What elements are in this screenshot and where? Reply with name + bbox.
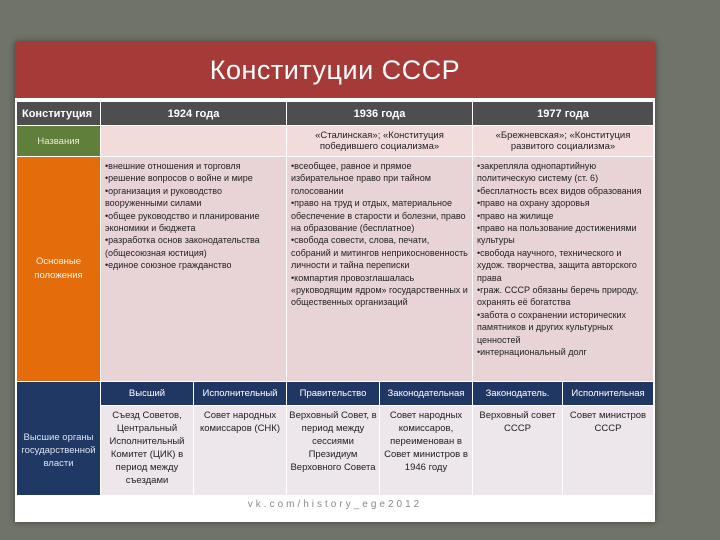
provision-item: • компартия провозглашалась «руководящим ядром» государственных и общественных организаций bbox=[291, 272, 468, 309]
organs-1924-executive: Совет народных комиссаров (СНК) bbox=[194, 406, 287, 496]
slide bbox=[15, 42, 655, 522]
provision-item: • разработка основ законодательства (общесоюзная юстиция) bbox=[105, 234, 282, 259]
provision-item: • организация и руководство вооруженными силами bbox=[105, 185, 282, 210]
provisions-row bbox=[17, 157, 653, 382]
organs-1936-legislative: Совет народных комиссаров, переименован в Совет министров в 1946 году bbox=[380, 406, 473, 496]
organs-1977-legislative: Верховный совет СССР bbox=[473, 406, 563, 496]
header-constitution: Конституция bbox=[17, 102, 101, 126]
provision-item: • единое союзное гражданство bbox=[105, 259, 282, 271]
organs-subheader-spacer bbox=[17, 382, 101, 406]
constitutions-table bbox=[17, 102, 653, 496]
provision-item: • право на охрану здоровья bbox=[477, 197, 649, 209]
names-1924 bbox=[101, 126, 287, 157]
provisions-1924-list bbox=[105, 160, 282, 272]
provision-item: • закрепляла однопартийную политическую систему (ст. 6) bbox=[477, 160, 649, 185]
provisions-label: Основные положения bbox=[17, 157, 101, 382]
subheader-government: Правительство bbox=[287, 382, 380, 406]
provision-item: • право на жилище bbox=[477, 210, 649, 222]
provision-item: • решение вопросов о войне и мире bbox=[105, 172, 282, 184]
subheader-executive-1977: Исполнительная bbox=[563, 382, 653, 406]
organs-1936-government: Верховный Совет, в период между сессиями Президиум Верховного Совета bbox=[287, 406, 380, 496]
provisions-1936-list bbox=[291, 160, 468, 309]
names-1977: «Брежневская»; «Конституция развитого социализма» bbox=[473, 126, 653, 157]
organs-label: Высшие органы государственной власти bbox=[17, 406, 101, 496]
provision-item: • граж. СССР обязаны беречь природу, охранять её богатства bbox=[477, 284, 649, 309]
provision-item: • право на пользование достижениями культуры bbox=[477, 222, 649, 247]
provisions-1936 bbox=[287, 157, 473, 382]
names-1936: «Сталинская»; «Конституция победившего социализма» bbox=[287, 126, 473, 157]
provision-item: • всеобщее, равное и прямое избирательное право при тайном голосовании bbox=[291, 160, 468, 197]
subheader-highest: Высший bbox=[101, 382, 194, 406]
subheader-executive: Исполнительный bbox=[194, 382, 287, 406]
organs-1924-highest: Съезд Советов, Центральный Исполнительный Комитет (ЦИК) в период между съездами bbox=[101, 406, 194, 496]
provision-item: • интернациональный долг bbox=[477, 346, 649, 358]
header-year-1924: 1924 года bbox=[101, 102, 287, 126]
header-year-1936: 1936 года bbox=[287, 102, 473, 126]
provision-item: • забота о сохранении исторических памятников и других культурных ценностей bbox=[477, 309, 649, 346]
names-row bbox=[17, 126, 653, 157]
table-header-row bbox=[17, 102, 653, 126]
provision-item: • бесплатность всех видов образования bbox=[477, 185, 649, 197]
provision-item: • внешние отношения и торговля bbox=[105, 160, 282, 172]
provisions-1977 bbox=[473, 157, 653, 382]
provision-item: • свобода совести, слова, печати, собраний и митингов неприкосновенность личности и тайна переписки bbox=[291, 234, 468, 271]
provision-item: • право на труд и отдых, материальное обеспечение в старости и болезни, право на образование (бесплатное) bbox=[291, 197, 468, 234]
provision-item: • свобода научного, технического и худож. творчества, защита авторского права bbox=[477, 247, 649, 284]
slide-title: Конституции СССР bbox=[15, 42, 655, 98]
subheader-legislative-1977: Законодатель. bbox=[473, 382, 563, 406]
names-label: Названия bbox=[17, 126, 101, 157]
footer-watermark: vk.com/history_ege2012 bbox=[247, 498, 423, 510]
provisions-1977-list bbox=[477, 160, 649, 359]
provisions-1924 bbox=[101, 157, 287, 382]
organs-row bbox=[17, 406, 653, 496]
organs-1977-executive: Совет министров СССР bbox=[563, 406, 653, 496]
provision-item: • общее руководство и планирование экономики и бюджета bbox=[105, 210, 282, 235]
subheader-legislative-1936: Законодательная bbox=[380, 382, 473, 406]
organs-subheader-row bbox=[17, 382, 653, 406]
header-year-1977: 1977 года bbox=[473, 102, 653, 126]
